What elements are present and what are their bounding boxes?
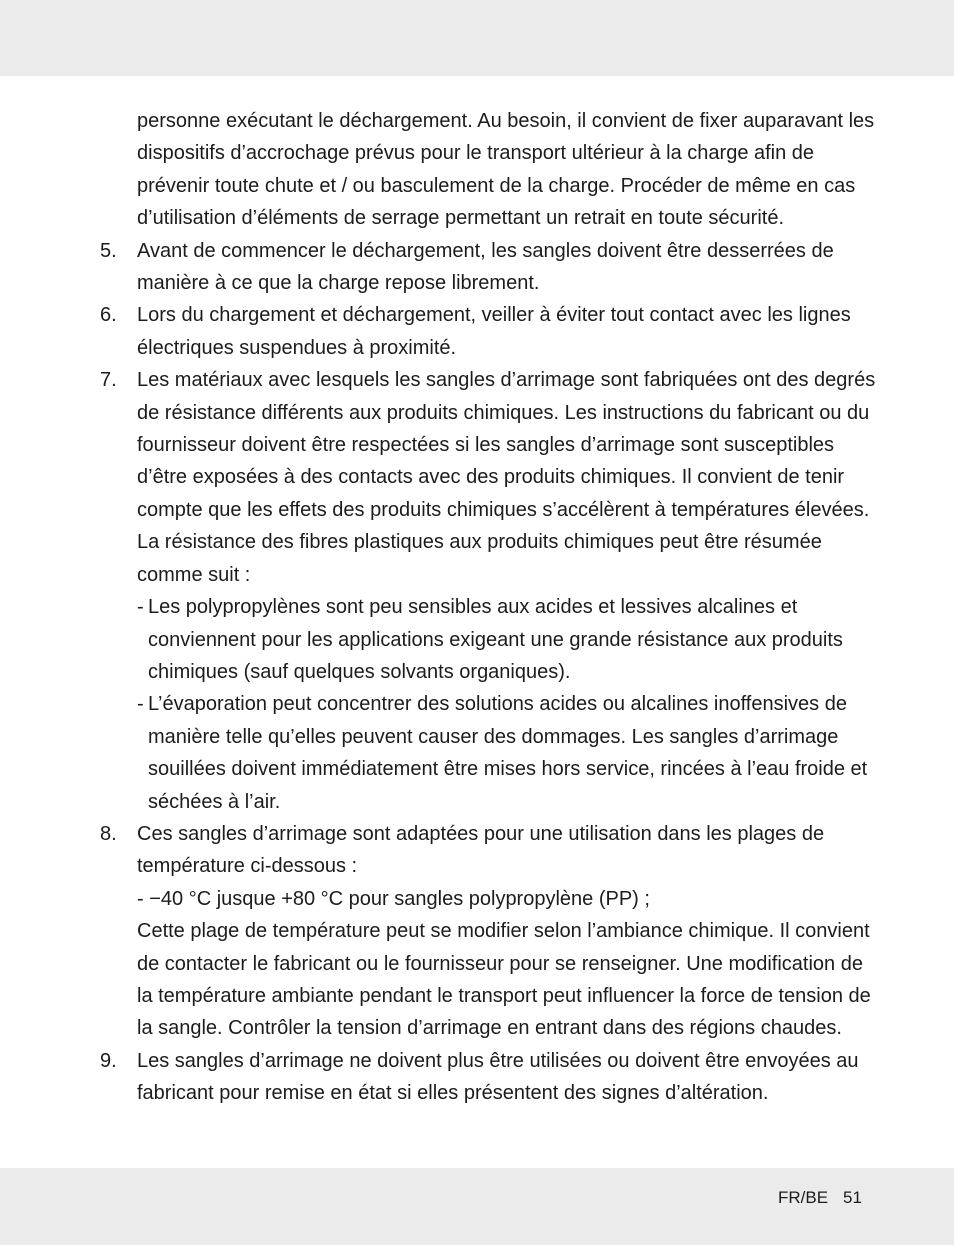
item-text: Ces sangles d’arrimage sont adaptées pour une utilisation dans les plages de température ci-dessous : bbox=[137, 822, 825, 878]
bullet-item-polypropylene bbox=[0, 591, 882, 688]
footer-language-code: FR/BE bbox=[778, 1188, 829, 1207]
item-number: 7. bbox=[100, 369, 117, 392]
list-item-6 bbox=[0, 299, 882, 364]
temperature-note-text: Cette plage de température peut se modifier selon l’ambiance chimique. Il convient de contacter le fabricant ou le fournisseur pour se renseigner. Une modification de la température ambiante pendant le transport peut influencer la force de tension de la sangle. Contrôler la tension d’arrimage en entrant dans des régions chaudes. bbox=[137, 920, 871, 1040]
item-number: 5. bbox=[100, 239, 117, 262]
list-item-5 bbox=[0, 235, 882, 300]
item-number: 8. bbox=[100, 822, 117, 845]
item-text: Les sangles d’arrimage ne doivent plus être utilisées ou doivent être envoyées au fabricant pour remise en état si elles présentent des signes d’altération. bbox=[137, 1049, 859, 1105]
item-text: Avant de commencer le déchargement, les sangles doivent être desserrées de manière à ce que la charge repose librement. bbox=[137, 239, 834, 295]
manual-body bbox=[0, 105, 954, 1110]
item-text: Les matériaux avec lesquels les sangles d’arrimage sont fabriquées ont des degrés de résistance différents aux produits chimiques. Les instructions du fabricant ou du fournisseur doivent être respectées si les sangles d’arrimage sont susceptibles d’être exposées à des contacts avec des produits chimiques. Il convient de tenir compte que les effets des produits chimiques s’accélèrent à températures élevées. La résistance des fibres plastiques aux produits chimiques peut être résumée comme suit : bbox=[137, 369, 876, 586]
list-item-7 bbox=[0, 364, 882, 591]
page-number: 51 bbox=[843, 1188, 862, 1207]
list-item-8 bbox=[0, 818, 882, 883]
temperature-range-line bbox=[0, 883, 882, 915]
bullet-marker: - bbox=[137, 693, 144, 716]
list-item-9 bbox=[0, 1045, 882, 1110]
temperature-range-text: - −40 °C jusque +80 °C pour sangles polypropylène (PP) ; bbox=[137, 887, 650, 910]
item-number: 9. bbox=[100, 1049, 117, 1072]
continuation-paragraph bbox=[0, 105, 882, 235]
temperature-note-paragraph bbox=[0, 915, 882, 1045]
item-number: 6. bbox=[100, 304, 117, 327]
bullet-marker: - bbox=[137, 596, 144, 619]
header-band bbox=[0, 0, 954, 76]
bullet-item-evaporation bbox=[0, 688, 882, 818]
bullet-text: L’évaporation peut concentrer des solutions acides ou alcalines inoffensives de manière telle qu’elles peuvent causer des dommages. Les sangles d’arrimage souillées doivent immédiatement être mises hors service, rincées à l’eau froide et séchées à l’air. bbox=[148, 693, 868, 813]
bullet-text: Les polypropylènes sont peu sensibles aux acides et lessives alcalines et conviennent pour les applications exigeant une grande résistance aux produits chimiques (sauf quelques solvants organiques). bbox=[148, 596, 843, 683]
continuation-text: personne exécutant le déchargement. Au besoin, il convient de fixer auparavant les dispositifs d’accrochage prévus pour le transport ultérieur à la charge afin de prévenir toute chute et / ou basculement de la charge. Procéder de même en cas d’utilisation d’éléments de serrage permettant un retrait en toute sécurité. bbox=[137, 110, 875, 230]
item-text: Lors du chargement et déchargement, veiller à éviter tout contact avec les lignes électriques suspendues à proximité. bbox=[137, 304, 851, 359]
